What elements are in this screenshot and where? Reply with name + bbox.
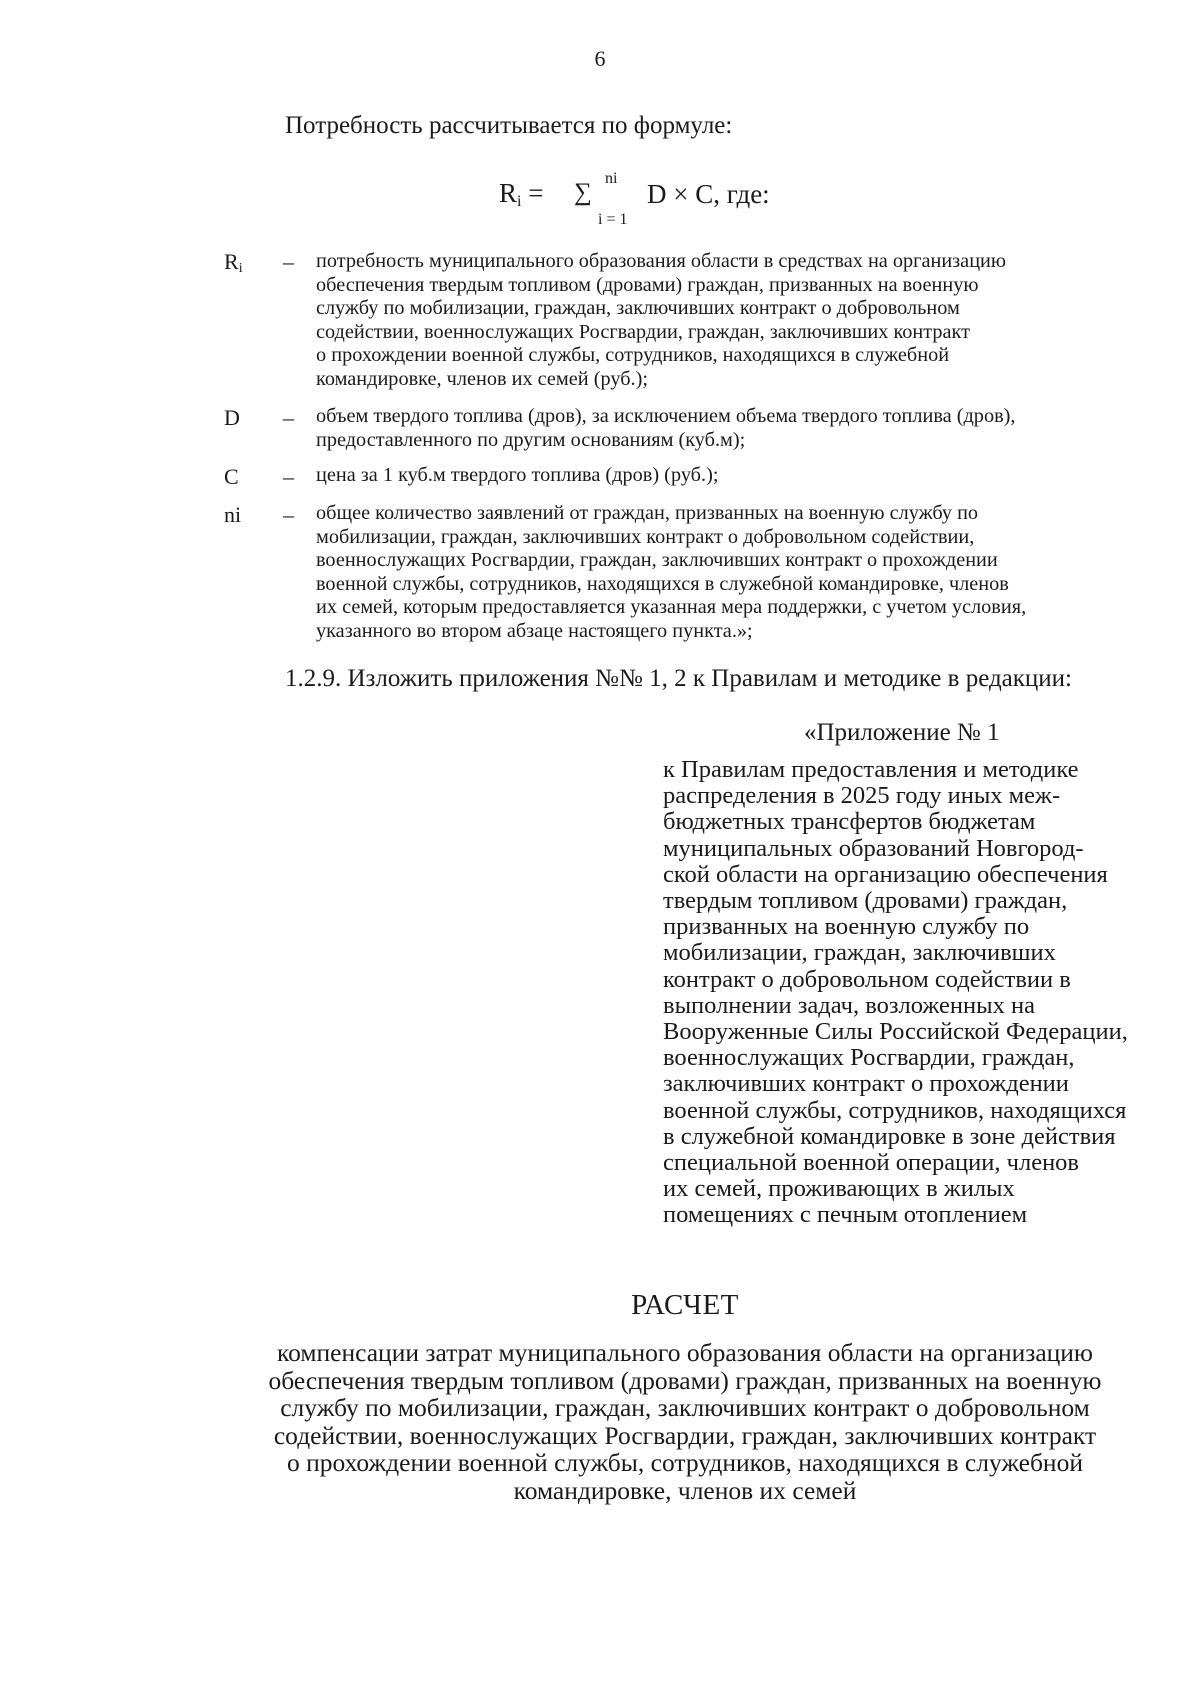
appendix-caption-line: контракт о добровольном содействии в (663, 965, 1071, 993)
definition-line: их семей, которым предоставляется указанная мера поддержки, с учетом условия, (316, 596, 1027, 619)
calculation-subtitle-line: службу по мобилизации, граждан, заключивших контракт о добровольном (280, 1393, 1090, 1422)
formula-rhs: D × C, где: (647, 179, 770, 209)
calculation-subtitle-line: содействии, военнослужащих Росгвардии, граждан, заключивших контракт (273, 1420, 1097, 1450)
calculation-subtitle-line: командировке, членов их семей (513, 1475, 857, 1505)
definition-symbol-ri (224, 249, 243, 277)
appendix-caption-line: Вооруженные Силы Российской Федерации, (663, 1018, 1128, 1046)
definition-line: мобилизации, граждан, заключивших контракт о добровольном содействии, (316, 525, 975, 548)
appendix-caption-line: твердым топливом (дровами) граждан, (663, 887, 1068, 915)
appendix-caption-line: к Правилам предоставления и методике (663, 756, 1079, 783)
definition-symbol-sub: i (238, 261, 243, 276)
definition-symbol-d: D (224, 405, 240, 430)
appendix-caption-line: специальной военной операции, членов (663, 1149, 1079, 1177)
appendix-caption-line: распределения в 2025 году иных меж- (663, 782, 1061, 810)
appendix-caption-line: их семей, проживающих в жилых (663, 1175, 1015, 1203)
definition-line: содействии, военнослужащих Росгвардии, граждан, заключивших контракт (316, 320, 970, 343)
definition-symbol-base: R (224, 249, 239, 274)
appendix-caption-line: в служебной командировке в зоне действия (663, 1122, 1116, 1150)
appendix-title: «Приложение № 1 (804, 719, 1000, 746)
appendix-caption-line: бюджетных трансфертов бюджетам (663, 808, 1036, 836)
definition-line: предоставленного по другим основаниям (куб.м); (316, 428, 746, 451)
appendix-caption-line: ской области на организацию обеспечения (663, 860, 1108, 888)
calculation-subtitle-line: обеспечения твердым топливом (дровами) граждан, призванных на военную (268, 1365, 1102, 1395)
calculation-title: РАСЧЕТ (631, 1289, 739, 1321)
sum-lower-limit: i = 1 (598, 211, 628, 228)
appendix-caption-line: мобилизации, граждан, заключивших (663, 939, 1056, 967)
definition-line: о прохождении военной службы, сотрудников, находящихся в служебной (316, 344, 950, 367)
sum-upper-limit: ni (605, 170, 618, 187)
appendix-caption-line: военнослужащих Росгвардии, граждан, (663, 1044, 1075, 1072)
definition-line: командировке, членов их семей (руб.); (316, 367, 648, 390)
formula-lhs (499, 178, 543, 211)
item-1-2-9: 1.2.9. Изложить приложения №№ 1, 2 к Правилам и методике в редакции: (285, 665, 1072, 692)
definition-symbol-ni: ni (224, 502, 242, 527)
definition-line: потребность муниципального образования области в средствах на организацию (316, 250, 1007, 272)
definition-dash: – (283, 405, 294, 430)
definition-line: указанного во втором абзаце настоящего пункта.»; (316, 619, 753, 642)
definition-line: военнослужащих Росгвардии, граждан, заключивших контракт о прохождении (316, 549, 998, 572)
definition-line: цена за 1 куб.м твердого топлива (дров) (руб.); (316, 464, 719, 486)
formula-lhs-base: R (499, 178, 518, 208)
appendix-caption-line: муниципальных образований Новгород- (663, 834, 1084, 862)
definition-line: службу по мобилизации, граждан, заключивших контракт о добровольном (316, 297, 960, 320)
definition-dash: – (283, 464, 294, 489)
definition-text-ni (316, 502, 1156, 644)
page-number: 6 (594, 46, 606, 71)
calculation-subtitle-line: о прохождении военной службы, сотрудников, находящихся в служебной (287, 1448, 1083, 1477)
calculation-subtitle-line: компенсации затрат муниципального образования области на организацию (277, 1338, 1093, 1367)
definition-line: обеспечения твердым топливом (дровами) граждан, призванных на военную (316, 273, 979, 296)
appendix-caption-line: военной службы, сотрудников, находящихся (663, 1096, 1127, 1124)
appendix-caption-line: призванных на военную службу по (663, 913, 1030, 941)
appendix-caption-line: помещениях с печным отоплением (663, 1201, 1028, 1229)
definition-line: военной службы, сотрудников, находящихся в служебной командировке, членов (316, 572, 1009, 595)
definition-text-d (316, 405, 1156, 452)
appendix-caption-line: заключивших контракт о прохождении (663, 1070, 1069, 1098)
formula-equals: = (528, 178, 544, 208)
appendix-caption (663, 757, 1128, 1229)
calculation-subtitle (0, 1339, 1200, 1504)
definition-text-ri (316, 250, 1156, 392)
sum-symbol: ∑ (574, 179, 592, 206)
definition-symbol-c: C (224, 464, 239, 489)
definition-dash: – (283, 502, 294, 527)
definition-text-c (316, 464, 1156, 488)
formula-lhs-sub: i (517, 193, 522, 210)
formula-intro: Потребность рассчитывается по формуле: (285, 112, 733, 139)
definition-line: общее количество заявлений от граждан, призванных на военную службу по (316, 502, 979, 524)
appendix-caption-line: выполнении задач, возложенных на (663, 991, 1035, 1019)
definition-line: объем твердого топлива (дров), за исключением объема твердого топлива (дров), (316, 405, 1016, 427)
definition-dash: – (283, 249, 294, 274)
